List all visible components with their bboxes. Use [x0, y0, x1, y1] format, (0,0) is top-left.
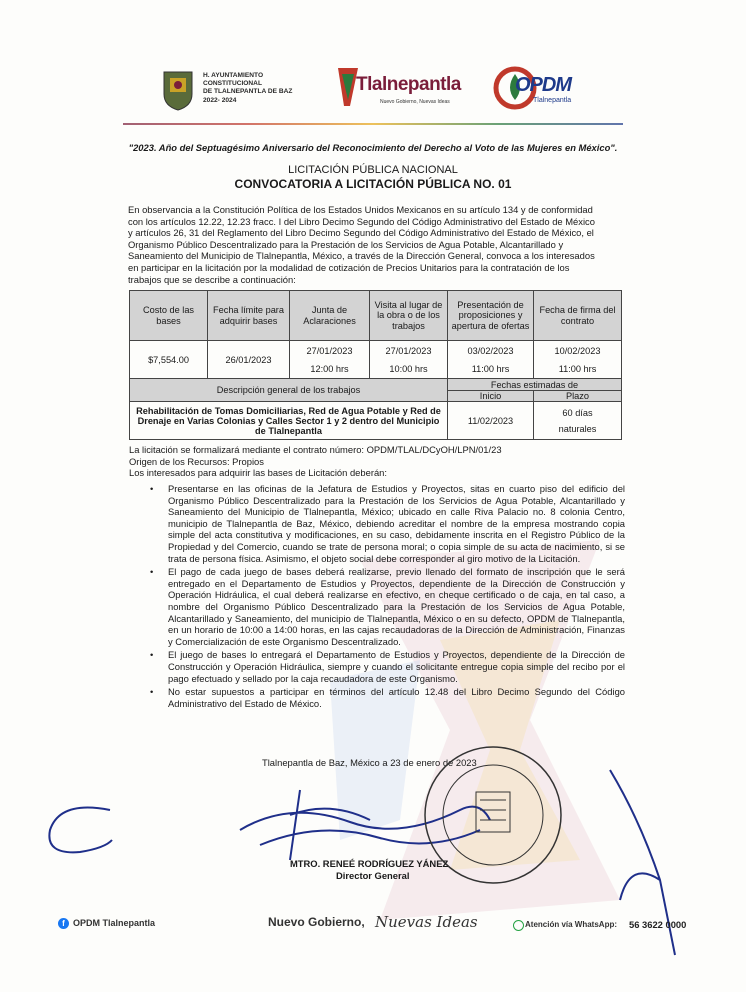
header-plazo: Plazo — [534, 391, 622, 402]
opdm-logo-sub: Tlalnepantla — [533, 97, 572, 104]
whatsapp-icon — [513, 920, 524, 931]
cell-costo: $7,554.00 — [130, 341, 208, 379]
header-divider — [123, 123, 623, 125]
table-row — [130, 379, 622, 391]
cell-visita: 27/01/2023 10:00 hrs — [370, 341, 448, 379]
cell-presentacion: 03/02/2023 11:00 hrs — [448, 341, 534, 379]
signer-role: Director General — [336, 870, 410, 881]
header-fecha-limite: Fecha límite para adquirir bases — [208, 291, 290, 341]
whatsapp-number: 56 3622 0000 — [629, 919, 687, 930]
opdm-logo: OPDM — [515, 74, 571, 96]
table-header-row — [130, 291, 622, 341]
tlalnepantla-slogan: Nuevo Gobierno, Nuevas Ideas — [380, 99, 450, 105]
header-costo: Costo de las bases — [130, 291, 208, 341]
cell-inicio: 11/02/2023 — [448, 402, 534, 440]
cell-plazo: 60 días naturales — [534, 402, 622, 440]
list-item: • El pago de cada juego de bases deberá realizarse, previo llenado del formato de inscripción que le será entregado en el Departamento de Estudios y Proyectos, dependiente de la Dirección de Construcción y Operación Hidráulica, el cual deberá realizarse en efectivo, en cheque certificado o de caja, en tal caso, a nombre del Organismo Público Descentralizado para la Prestación de los Servicios de Agua Potable, Alcantarillado y Saneamiento, del municipio de Tlalnepantla, México o en su defecto, OPDM de Tlalnepantla, en un horario de 10:00 a 14:00 horas, en las cajas recaudadoras de la Dirección de Administración, Finanzas y Comercialización de este Organismo Descentralizado. — [150, 566, 625, 647]
header-presentacion: Presentación de proposiciones y apertura de ofertas — [448, 291, 534, 341]
licitacion-title: LICITACIÓN PÚBLICA NACIONAL — [288, 164, 458, 176]
resource-origin-line: Origen de los Recursos: Propios — [129, 455, 264, 467]
cell-descripcion: Rehabilitación de Tomas Domiciliarias, Red de Agua Potable y Red de Drenaje en Varias Colonias y Calles Sector 1 y 2 dentro del Municipio de Tlalnepantla — [130, 402, 448, 440]
whatsapp-label: Atención vía WhatsApp: — [525, 920, 618, 929]
cell-junta: 27/01/2023 12:00 hrs — [290, 341, 370, 379]
cell-fecha-limite: 26/01/2023 — [208, 341, 290, 379]
contract-number-line: La licitación se formalizará mediante el contrato número: OPDM/TLAL/DCyOH/LPN/01/23 — [129, 444, 502, 455]
header-visita: Visita al lugar de la obra o de los trabajos — [370, 291, 448, 341]
footer-slogan: Nuevo Gobierno, — [268, 915, 365, 929]
table-row — [130, 402, 622, 440]
facebook-icon: f — [58, 918, 69, 929]
initials-graphic — [40, 800, 120, 860]
footer-slogan-script: Nuevas Ideas — [375, 913, 478, 931]
ayuntamiento-label: H. AYUNTAMIENTO CONSTITUCIONAL DE TLALNEPANTLA DE BAZ 2022- 2024 — [203, 72, 293, 104]
header-inicio: Inicio — [448, 391, 534, 402]
cell-firma: 10/02/2023 11:00 hrs — [534, 341, 622, 379]
list-item: • Presentarse en las oficinas de la Jefatura de Estudios y Proyectos, sitas en cuarto piso del edificio del Organismo Público Descentralizado para la Prestación de los Servicios de Agua Potable, Alcantarillado y Saneamiento del Municipio de Tlalnepantla, México; ubicado en calle Riva Palacio no. 8 colonia Centro, municipio de Tlalnepantla de Baz, México, debiendo acreditar el nombre de la empresa mostrando copia simple del acta constitutiva y modificaciones, en su caso, debidamente inscrita en el Registro Público de la Propiedad y del Comercio, cuando se trate de persona moral; o copia simple de su acta de nacimiento, si se trata de persona física. Asimismo, el objeto social debe corresponder al giro motivo de la Licitación. — [150, 483, 625, 564]
list-item: • No estar supuestos a participar en términos del artículo 12.48 del Libro Decimo Segundo del Código Administrativo del Estado de México. — [150, 686, 625, 709]
signer-name: MTRO. RENEÉ RODRÍGUEZ YÁNEZ — [290, 858, 449, 869]
facebook-handle: OPDM Tlalnepantla — [73, 918, 156, 928]
bid-schedule-table — [129, 290, 622, 440]
convocatoria-title: CONVOCATORIA A LICITACIÓN PÚBLICA NO. 01 — [234, 177, 512, 191]
municipal-seal-icon — [160, 68, 196, 112]
year-motto: "2023. Año del Septuagésimo Aniversario del Reconocimiento del Derecho al Voto de las Mujeres en México". — [128, 142, 618, 153]
contract-details — [129, 444, 502, 479]
list-item: • El juego de bases lo entregará el Departamento de Estudios y Proyectos, dependiente de la Dirección de Construcción y Operación Hidráulica, siempre y cuando el solicitante entregue copia simple del recibo por el pago efectuado y sellado por la caja recaudadora de este Organismo. — [150, 649, 625, 684]
tlalnepantla-logo: Tlalnepantla — [356, 74, 461, 95]
intro-paragraph: En observancia a la Constitución Política de los Estados Unidos Mexicanos en su artículo 134 y de conformidad con los artículos 12.22, 12.23 fracc. I del Libro Decimo Segundo del Código Administrativo del Estado de México y artículos 26, 31 del Reglamento del Libro Decimo Segundo del Código Administrativo del Estado de México, el Organismo Público Descentralizado para la Prestación de los Servicios de Agua Potable, Alcantarillado y Saneamiento del Municipio de Tlalnepantla, México, a través de la Dirección General, convoca a los interesados en participar en la licitación por la modalidad de cotización de Precios Unitarios para la contratación de los trabajos que se describe a continuación: — [128, 204, 595, 285]
header-firma: Fecha de firma del contrato — [534, 291, 622, 341]
header-descripcion: Descripción general de los trabajos — [130, 379, 448, 402]
requirements-list — [150, 483, 625, 711]
requirements-intro-line: Los interesados para adquirir las bases de Licitación deberán: — [129, 467, 387, 479]
initials-graphic — [600, 760, 680, 960]
place-and-date: Tlalnepantla de Baz, México a 23 de enero de 2023 — [262, 757, 477, 768]
header-junta: Junta de Aclaraciones — [290, 291, 370, 341]
header-fechas-estimadas: Fechas estimadas de — [448, 379, 622, 391]
table-row — [130, 341, 622, 379]
